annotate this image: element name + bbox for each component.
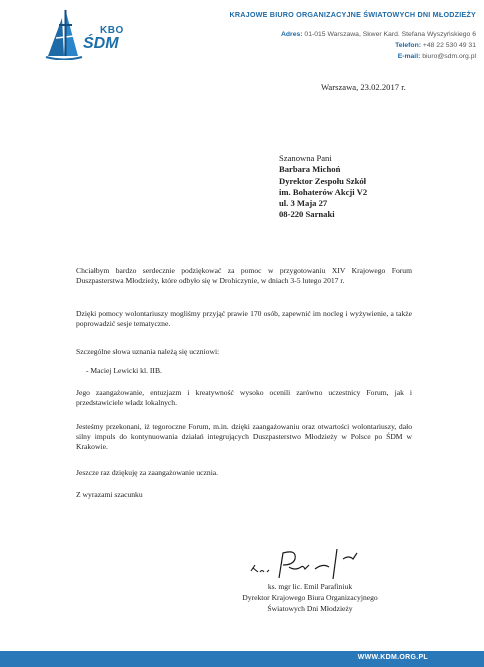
- contact-email: [156, 53, 476, 60]
- email-label: E-mail:: [397, 53, 421, 60]
- organization-name: KRAJOWE BIURO ORGANIZACYJNE ŚWIATOWYCH DNI MŁODZIEŻY: [229, 10, 476, 19]
- recipient-name: Barbara Michoń: [279, 164, 341, 175]
- paragraph-closing-thanks: Jeszcze raz dziękuję za zaangażowanie ucznia.: [76, 468, 219, 477]
- recipient-block: [279, 153, 367, 221]
- address-value: 01-015 Warszawa, Skwer Kard. Stefana Wyszyńskiego 6: [304, 31, 476, 38]
- email-value: biuro@sdm.org.pl: [422, 53, 476, 60]
- paragraph-engagement: Jego zaangażowanie, entuzjazm i kreatywność wysoko ocenili zarówno uczestnicy Forum, jak i przedstawiciele władz lokalnych.: [76, 388, 412, 408]
- paragraph-student: - Maciej Lewicki kl. IIB.: [86, 366, 162, 375]
- recipient-city: 08-220 Sarnaki: [279, 209, 335, 220]
- recipient-title: Dyrektor Zespołu Szkół: [279, 175, 367, 186]
- letter-date: Warszawa, 23.02.2017 r.: [321, 82, 406, 92]
- address-label: Adres:: [281, 31, 303, 38]
- signatory-position: Dyrektor Krajowego Biura Organizacyjnego: [242, 593, 378, 602]
- paragraph-thanks: Chciałbym bardzo serdecznie podziękować za pomoc w przygotowaniu XIV Krajowego Forum Duszpasterstwa Młodzieży, które odbyło się w Drohiczynie, w dniach 3-5 lutego 2017 r.: [76, 266, 412, 286]
- phone-value: +48 22 530 49 31: [422, 42, 476, 49]
- recipient-school: im. Bohaterów Akcji V2: [279, 186, 368, 197]
- contact-address: [156, 31, 476, 38]
- recipient-street: ul. 3 Maja 27: [279, 198, 328, 209]
- footer-website-link[interactable]: WWW.KDM.ORG.PL: [357, 654, 428, 661]
- logo-sdm-text: ŚDM: [83, 35, 119, 52]
- signatory-organization: Światowych Dni Młodzieży: [267, 604, 353, 613]
- recipient-salutation: Szanowna Pani: [279, 153, 332, 163]
- contact-phone: [156, 42, 476, 49]
- phone-label: Telefon:: [395, 42, 421, 49]
- paragraph-regards: Z wyrazami szacunku: [76, 490, 143, 499]
- paragraph-forum: Jesteśmy przekonani, iż tegoroczne Forum, m.in. dzięki zaangażowaniu oraz otwartości wolontariuszy, dało silny impuls do kontynuowania działań integrujących Duszpasterstwo Młodzieży w Polsce po ŚDM w Krakowie.: [76, 422, 412, 452]
- handwritten-signature-icon: [245, 545, 363, 583]
- signature-block: [220, 581, 400, 614]
- paragraph-recognition: Szczególne słowa uznania należą się uczniowi:: [76, 347, 220, 356]
- logo-kbo-text: KBO: [100, 25, 124, 36]
- signatory-name: ks. mgr lic. Emil Parafiniuk: [267, 582, 353, 591]
- paragraph-volunteers: Dzięki pomocy wolontariuszy mogliśmy przyjąć prawie 170 osób, zapewnić im nocleg i wyżywienie, a także poprowadzić sesje tematyczne.: [76, 309, 412, 329]
